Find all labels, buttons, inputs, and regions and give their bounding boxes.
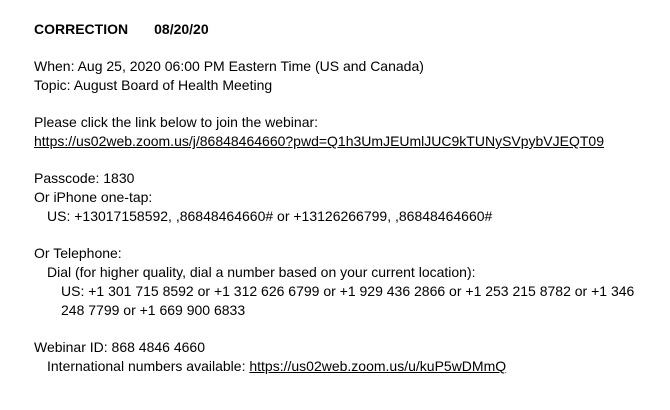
telephone-numbers-line1: US: +1 301 715 8592 or +1 312 626 6799 or +1 929 436 2866 or +1 253 215 8782 or +1 346	[61, 283, 635, 299]
telephone-label: Or Telephone:	[34, 245, 122, 261]
correction-label: CORRECTION	[34, 21, 129, 37]
webinar-id: Webinar ID: 868 4846 4660	[34, 339, 205, 355]
international-label: International numbers available:	[47, 358, 246, 374]
join-instruction: Please click the link below to join the webinar:	[34, 114, 319, 130]
correction-date: 08/20/20	[154, 21, 209, 37]
meeting-when: When: Aug 25, 2020 06:00 PM Eastern Time (US and Canada)	[34, 58, 424, 74]
spacer	[34, 39, 664, 57]
document-body	[34, 20, 664, 376]
iphone-label: Or iPhone one-tap:	[34, 189, 153, 205]
international-numbers-link[interactable]: https://us02web.zoom.us/u/kuP5wDMmQ	[249, 358, 507, 374]
iphone-numbers: US: +13017158592, ,86848464660# or +13126266799, ,86848464660#	[47, 208, 493, 224]
spacer	[34, 95, 664, 113]
spacer	[34, 320, 664, 338]
spacer	[34, 226, 664, 244]
telephone-numbers-line2: 248 7799 or +1 669 900 6833	[61, 302, 246, 318]
meeting-topic: Topic: August Board of Health Meeting	[34, 77, 273, 93]
dial-note: Dial (for higher quality, dial a number based on your current location):	[47, 264, 476, 280]
webinar-join-link[interactable]: https://us02web.zoom.us/j/86848464660?pwd=Q1h3UmJEUmlJUC9kTUNySVpybVJEQT09	[34, 133, 605, 149]
correction-header	[34, 20, 664, 39]
passcode: Passcode: 1830	[34, 170, 135, 186]
international-numbers	[34, 357, 664, 376]
spacer	[34, 151, 664, 169]
